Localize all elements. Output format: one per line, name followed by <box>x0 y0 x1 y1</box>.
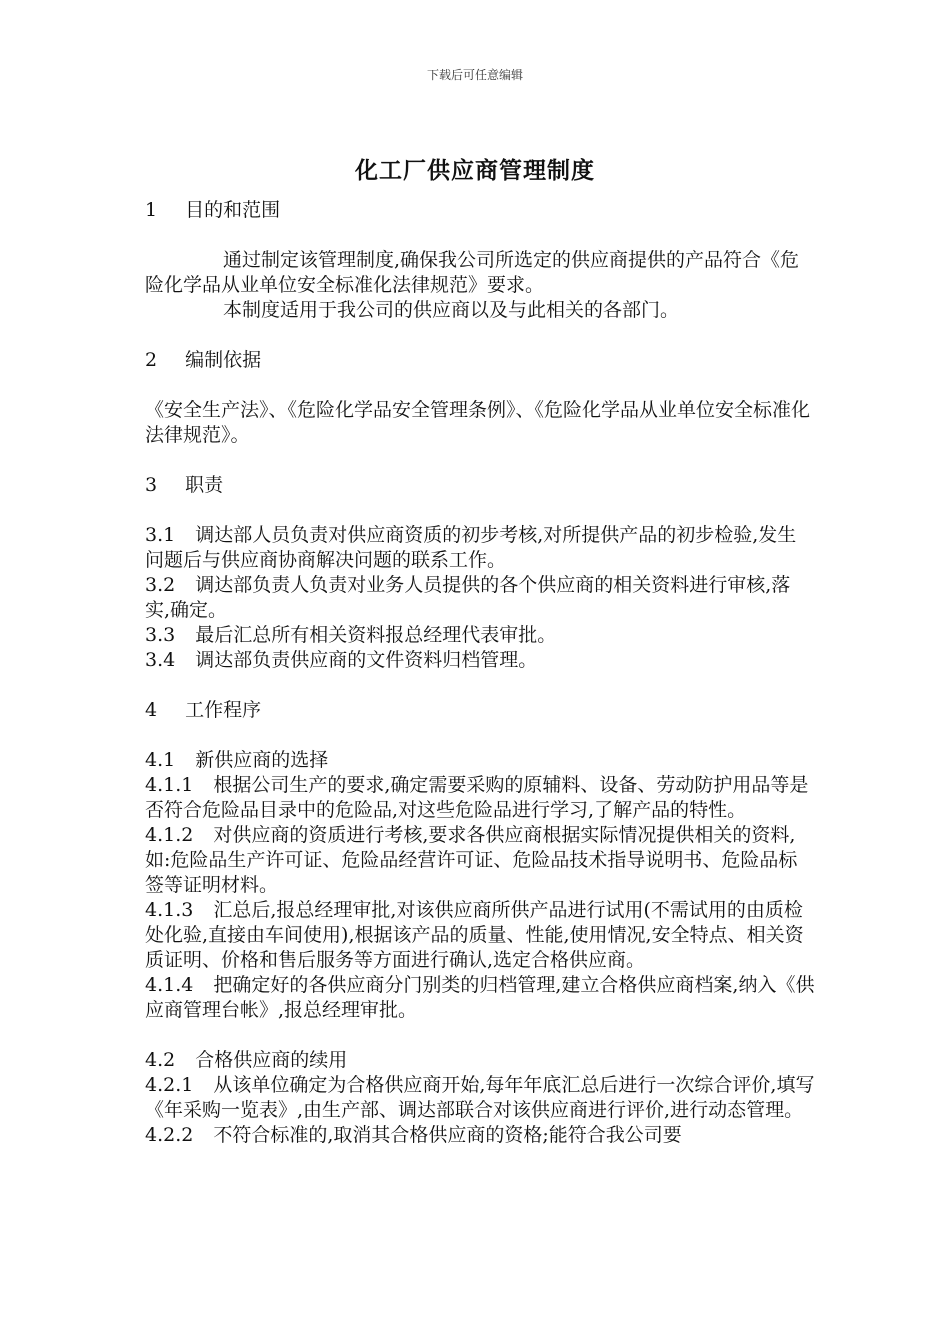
clause-text: 把确定好的各供应商分门别类的归档管理,建立合格供应商档案,纳入《供应商管理台帐》,报总经理审批。 <box>145 974 815 1021</box>
header-note: 下载后可任意编辑 <box>426 68 523 82</box>
clause-3-3 <box>145 623 815 648</box>
document-body <box>145 198 815 1148</box>
clause-4-1-2 <box>145 823 815 898</box>
clause-number: 4.2.2 <box>145 1124 194 1146</box>
section-number: 1 <box>145 199 158 221</box>
clause-4-1-4 <box>145 973 815 1023</box>
clause-4-2-1 <box>145 1073 815 1123</box>
subsection-title: 新供应商的选择 <box>195 749 329 771</box>
clause-text: 调达部人员负责对供应商资质的初步考核,对所提供产品的初步检验,发生问题后与供应商协商解决问题的联系工作。 <box>145 524 797 571</box>
clause-text: 汇总后,报总经理审批,对该供应商所供产品进行试用(不需试用的由质检处化验,直接由车间使用),根据该产品的质量、性能,使用情况,安全特点、相关资质证明、价格和售后服务等方面进行确认,选定合格供应商。 <box>145 899 804 971</box>
section-title: 目的和范围 <box>185 199 281 221</box>
clause-text: 最后汇总所有相关资料报总经理代表审批。 <box>195 624 557 646</box>
section-1-heading <box>145 198 815 223</box>
clause-3-4 <box>145 648 815 673</box>
section-title: 职责 <box>185 474 224 496</box>
subsection-title: 合格供应商的续用 <box>195 1049 348 1071</box>
clause-4-1-1 <box>145 773 815 823</box>
clause-3-1 <box>145 523 815 573</box>
section-2-paragraph: 《安全生产法》、《危险化学品安全管理条例》、《危险化学品从业单位安全标准化法律规范》。 <box>145 399 811 446</box>
clause-number: 3.2 <box>145 574 176 596</box>
clause-text: 根据公司生产的要求,确定需要采购的原辅料、设备、劳动防护用品等是否符合危险品目录中的危险品,对这些危险品进行学习,了解产品的特性。 <box>145 774 809 821</box>
subsection-number: 4.1 <box>145 749 176 771</box>
section-title: 编制依据 <box>185 349 262 371</box>
clause-number: 4.1.3 <box>145 899 194 921</box>
clause-4-1-3 <box>145 898 815 973</box>
clause-text: 不符合标准的,取消其合格供应商的资格;能符合我公司要 <box>213 1124 682 1146</box>
clause-number: 4.1.1 <box>145 774 194 796</box>
section-title: 工作程序 <box>185 699 262 721</box>
clause-4-2-2 <box>145 1123 815 1148</box>
clause-text: 调达部负责供应商的文件资料归档管理。 <box>195 649 538 671</box>
clause-3-2 <box>145 573 815 623</box>
subsection-number: 4.2 <box>145 1049 176 1071</box>
document-title: 化工厂供应商管理制度 <box>355 157 595 184</box>
section-3-heading <box>145 473 815 498</box>
clause-text: 对供应商的资质进行考核,要求各供应商根据实际情况提供相关的资料,如:危险品生产许可证、危险品经营许可证、危险品技术指导说明书、危险品标签等证明材料。 <box>145 824 798 896</box>
clause-number: 4.1.2 <box>145 824 194 846</box>
section-2-heading <box>145 348 815 373</box>
subsection-4-2-heading <box>145 1048 815 1073</box>
section-4-heading <box>145 698 815 723</box>
section-number: 4 <box>145 699 158 721</box>
clause-number: 3.1 <box>145 524 176 546</box>
clause-number: 3.4 <box>145 649 176 671</box>
clause-text: 调达部负责人负责对业务人员提供的各个供应商的相关资料进行审核,落实,确定。 <box>145 574 791 621</box>
clause-number: 4.2.1 <box>145 1074 194 1096</box>
section-1-paragraph-2: 本制度适用于我公司的供应商以及与此相关的各部门。 <box>223 299 680 321</box>
section-1-paragraph-1: 通过制定该管理制度,确保我公司所选定的供应商提供的产品符合《危险化学品从业单位安全标准化法律规范》要求。 <box>145 249 800 296</box>
subsection-4-1-heading <box>145 748 815 773</box>
clause-number: 3.3 <box>145 624 176 646</box>
section-number: 3 <box>145 474 158 496</box>
clause-text: 从该单位确定为合格供应商开始,每年年底汇总后进行一次综合评价,填写《年采购一览表》,由生产部、调达部联合对该供应商进行评价,进行动态管理。 <box>145 1074 815 1121</box>
clause-number: 4.1.4 <box>145 974 194 996</box>
section-number: 2 <box>145 349 158 371</box>
